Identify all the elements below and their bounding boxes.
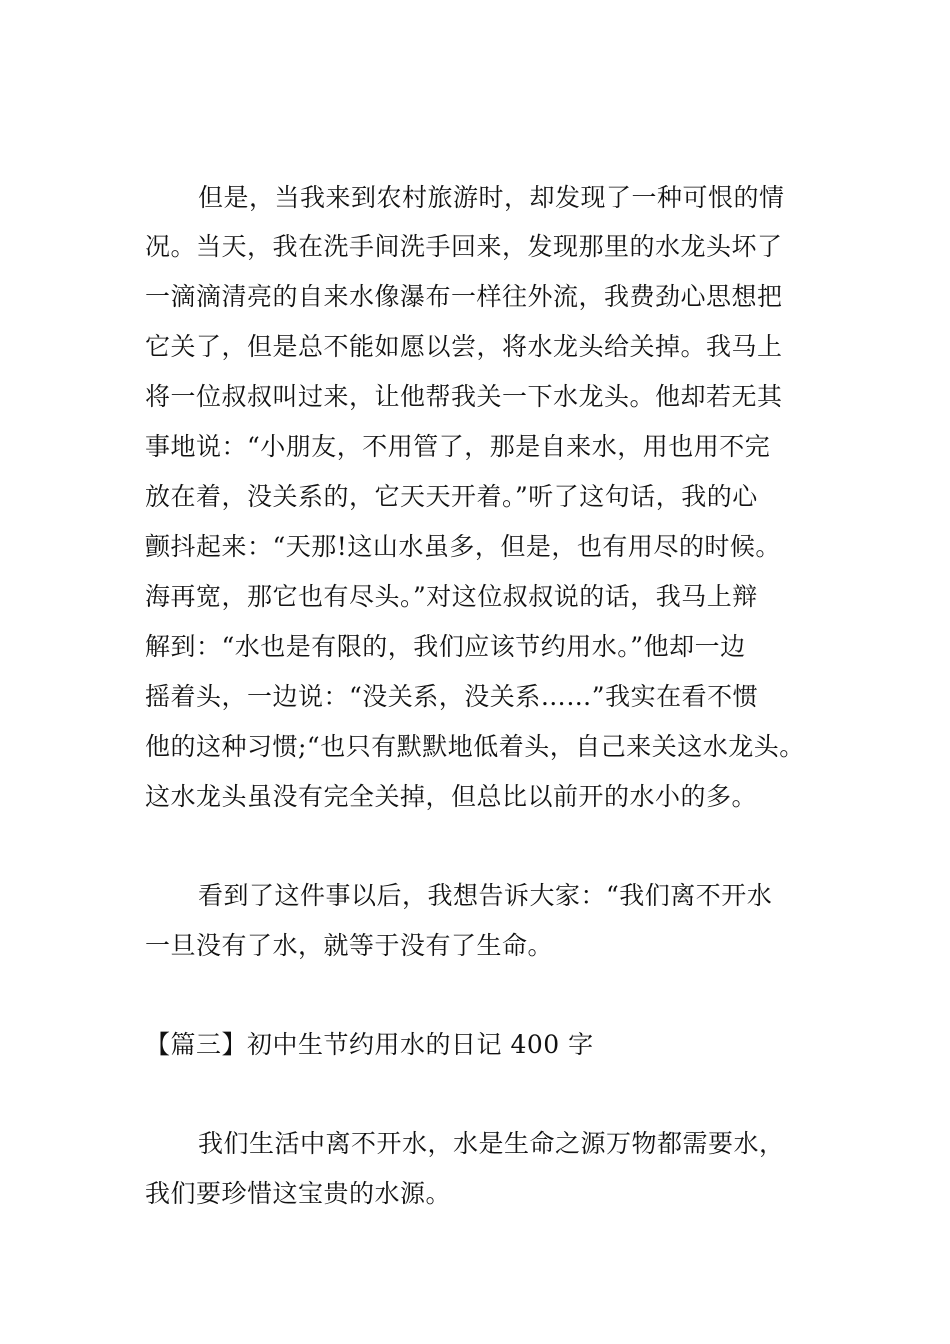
paragraph-1-line-4: 它关了，但是总不能如愿以尝，将水龙头给关掉。我马上 [145, 332, 783, 361]
section-heading: 【篇三】初中生节约用水的日记 400 字 [145, 1030, 594, 1059]
paragraph-1-line-7: 放在着，没关系的，它天天开着。”听了这句话，我的心 [145, 482, 758, 511]
paragraph-1-line-12: 他的这种习惯;“也只有默默地低着头，自己来关这水龙头。 [145, 732, 805, 761]
paragraph-1-line-1: 但是，当我来到农村旅游时，却发现了一种可恨的情 [198, 183, 785, 212]
paragraph-3-line-2: 我们要珍惜这宝贵的水源。 [145, 1179, 452, 1208]
paragraph-1-line-10: 解到：“水也是有限的，我们应该节约用水。”他却一边 [145, 632, 746, 661]
paragraph-1-line-2: 况。当天，我在洗手间洗手回来，发现那里的水龙头坏了 [145, 232, 783, 261]
paragraph-1-line-9: 海再宽，那它也有尽头。”对这位叔叔说的话，我马上辩 [145, 582, 758, 611]
paragraph-1-line-13: 这水龙头虽没有完全关掉，但总比以前开的水小的多。 [145, 782, 758, 811]
paragraph-1-line-3: 一滴滴清亮的自来水像瀑布一样往外流，我费劲心思想把 [145, 282, 783, 311]
paragraph-2-line-2: 一旦没有了水，就等于没有了生命。 [145, 931, 554, 960]
paragraph-1-line-6: 事地说：“小朋友，不用管了，那是自来水，用也用不完 [145, 432, 771, 461]
paragraph-1-line-8: 颤抖起来：“天那!这山水虽多，但是，也有用尽的时候。 [145, 532, 781, 561]
paragraph-3-line-1: 我们生活中离不开水，水是生命之源万物都需要水， [198, 1129, 785, 1158]
paragraph-1-line-11: 摇着头，一边说：“没关系，没关系……”我实在看不惯 [145, 682, 759, 711]
paragraph-2-line-1: 看到了这件事以后，我想告诉大家：“我们离不开水 [198, 881, 773, 910]
paragraph-1-line-5: 将一位叔叔叫过来，让他帮我关一下水龙头。他却若无其 [145, 382, 783, 411]
